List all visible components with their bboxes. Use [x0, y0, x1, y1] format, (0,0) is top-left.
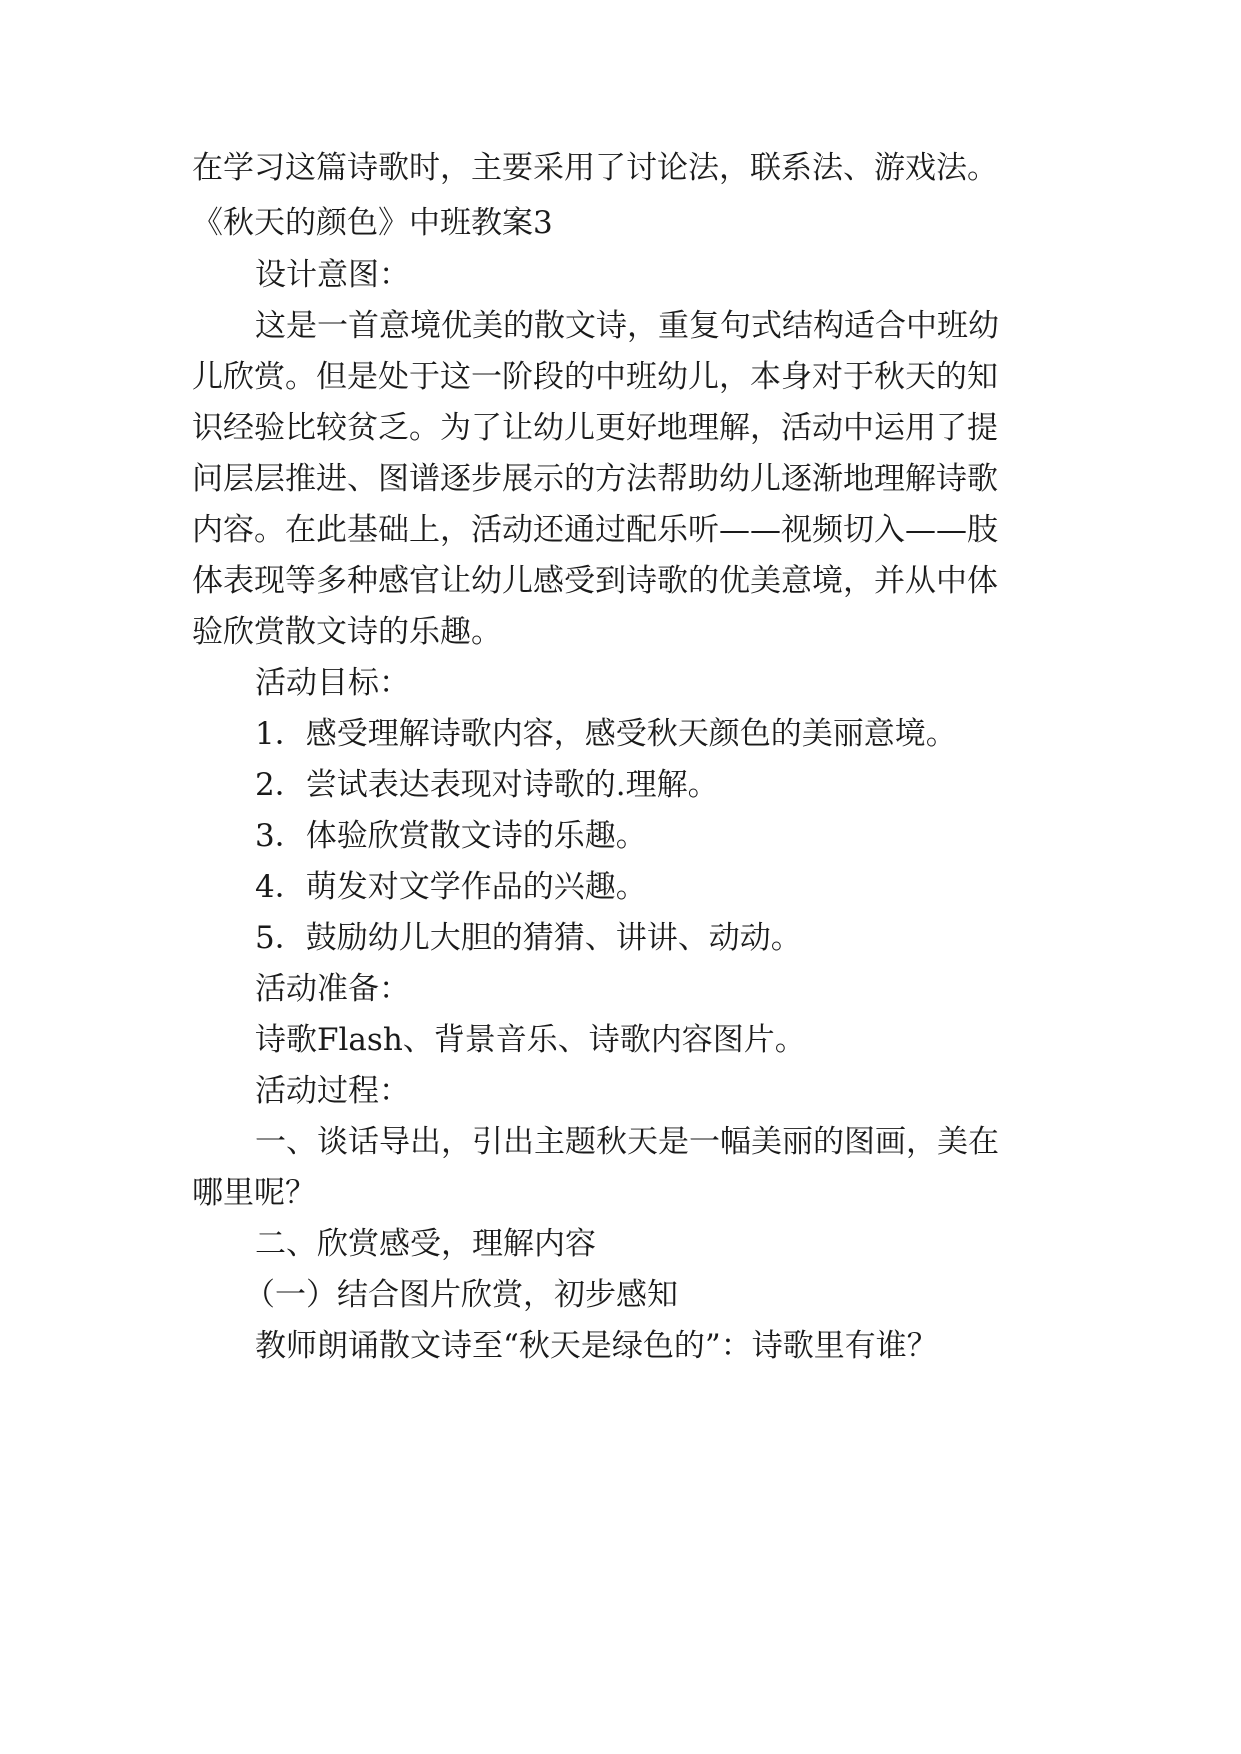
text-line: 教师朗诵散文诗至“秋天是绿色的”：诗歌里有谁？: [255, 1328, 938, 1364]
text-line: 哪里呢？: [192, 1175, 316, 1211]
text-line: 识经验比较贫乏。为了让幼儿更好地理解，活动中运用了提: [192, 410, 998, 446]
text-line: 内容。在此基础上，活动还通过配乐听——视频切入——肢: [192, 512, 998, 548]
subheading-activity-preparation: 活动准备：: [255, 971, 410, 1007]
subheading-activity-process: 活动过程：: [255, 1073, 410, 1109]
text-line: 二、欣赏感受，理解内容: [255, 1226, 596, 1262]
list-item: 1．感受理解诗歌内容，感受秋天颜色的美丽意境。: [255, 716, 957, 752]
list-item: 3．体验欣赏散文诗的乐趣。: [255, 818, 647, 854]
text-line: 在学习这篇诗歌时，主要采用了讨论法，联系法、游戏法。: [192, 150, 998, 186]
text-line: 验欣赏散文诗的乐趣。: [192, 614, 502, 650]
text-line: 问层层推进、图谱逐步展示的方法帮助幼儿逐渐地理解诗歌: [192, 461, 998, 497]
list-item: 4．萌发对文学作品的兴趣。: [255, 869, 647, 905]
subheading-activity-goals: 活动目标：: [255, 665, 410, 701]
text-line: 这是一首意境优美的散文诗，重复句式结构适合中班幼: [255, 308, 999, 344]
list-item: 5．鼓励幼儿大胆的猜猜、讲讲、动动。: [255, 920, 802, 956]
subheading-design-intent: 设计意图：: [255, 257, 410, 293]
list-item: 2．尝试表达表现对诗歌的.理解。: [255, 767, 719, 803]
text-line: 诗歌Flash、背景音乐、诗歌内容图片。: [255, 1022, 806, 1058]
text-line: （一）结合图片欣赏，初步感知: [244, 1277, 678, 1313]
section-heading: 《秋天的颜色》中班教案3: [192, 205, 553, 241]
text-line: 一、谈话导出，引出主题秋天是一幅美丽的图画，美在: [255, 1124, 999, 1160]
text-line: 儿欣赏。但是处于这一阶段的中班幼儿，本身对于秋天的知: [192, 359, 998, 395]
text-line: 体表现等多种感官让幼儿感受到诗歌的优美意境，并从中体: [192, 563, 998, 599]
